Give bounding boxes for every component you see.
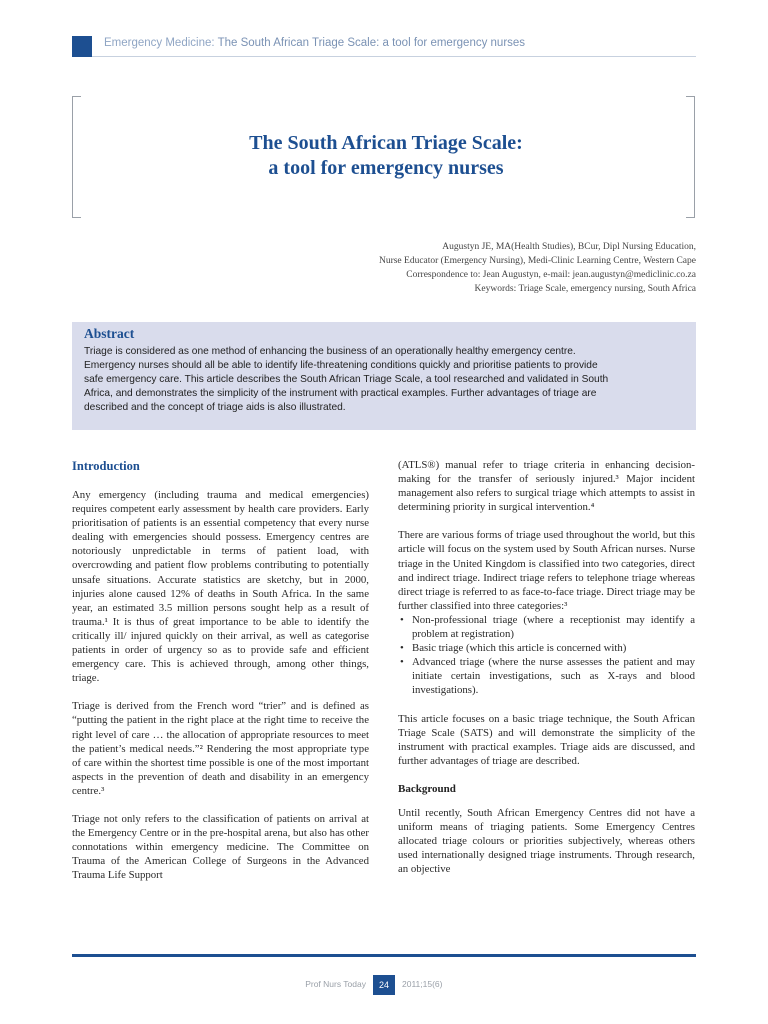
- abstract-line: Triage is considered as one method of enhancing the business of an operationally healthy emergency centre.: [84, 346, 576, 357]
- abstract-heading: Abstract: [84, 326, 135, 341]
- abstract-line: Emergency nurses should all be able to identify life-threatening conditions quickly and prioritise patients to provide: [84, 360, 598, 371]
- header-color-block: [72, 36, 92, 57]
- abstract-line: Africa, and demonstrates the simplicity of the instrument with practical examples. Further advantages of triage are: [84, 388, 597, 399]
- abstract-line: described and the concept of triage aids is also illustrated.: [84, 402, 346, 413]
- triage-categories-list: [398, 613, 695, 698]
- author-line: Augustyn JE, MA(Health Studies), BCur, Dipl Nursing Education,: [442, 242, 696, 252]
- paragraph: There are various forms of triage used throughout the world, but this article will focus on the system used by South African nurses. Nurse triage in the United Kingdom is classified into two categories, direct and indirect triage. Indirect triage refers to telephone triage whereas direct triage is referred to as face-to-face triage. Direct triage may be further classified into three categories:³: [398, 529, 695, 612]
- abstract-text: [84, 345, 686, 415]
- running-header-title: The South African Triage Scale: a tool for emergency nurses: [217, 37, 526, 49]
- list-item: • Non-professional triage (where a receptionist may identify a problem at registration): [398, 613, 695, 641]
- paragraph: (ATLS®) manual refer to triage criteria in enhancing decision-making for the transfer of seriously injured.³ Major incident management also refers to surgical triage which attempts to assist in determining priority in surgical intervention.⁴: [398, 459, 695, 514]
- article-title-line-2: a tool for emergency nurses: [268, 157, 504, 179]
- list-item: • Basic triage (which this article is concerned with): [398, 641, 695, 655]
- abstract-box: [72, 322, 696, 430]
- paragraph: Triage is derived from the French word “trier” and is defined as “putting the patient in the right place at the right time to receive the right level of care … the allocation of appropriate resources to meet the patient’s medical needs.”² Rendering the most appropriate type of care within the shortest time possible is one of the most important aspects in the prevention of death and disability in an emergency centre.³: [72, 700, 369, 797]
- article-title: [100, 131, 672, 181]
- running-header: [104, 37, 525, 49]
- introduction-heading: Introduction: [72, 459, 140, 473]
- correspondence-line: Correspondence to: Jean Augustyn, e-mail: jean.augustyn@mediclinic.co.za: [406, 270, 696, 280]
- abstract-line: safe emergency care. This article describes the South African Triage Scale, a tool researched and validated in South: [84, 374, 609, 385]
- footer-rule: [72, 954, 696, 957]
- title-bracket-left: [72, 96, 81, 218]
- paragraph: Triage not only refers to the classification of patients on arrival at the Emergency Centre or in the pre-hospital arena, but also has other connotations within emergency medicine. The Committee on Trauma of the American College of Surgeons in the Advanced Trauma Life Support: [72, 812, 369, 882]
- header-rule: [92, 56, 696, 57]
- journal-name: Prof Nurs Today: [305, 979, 366, 989]
- page-number: 24: [373, 975, 395, 995]
- author-line: Nurse Educator (Emergency Nursing), Medi-Clinic Learning Centre, Western Cape: [378, 256, 696, 266]
- paragraph: Until recently, South African Emergency Centres did not have a uniform means of triaging patients. Some Emergency Centres allocated triage colours or priorities subjectively, whereas others used internationally designed triage instruments. Through research, an objective: [398, 806, 695, 876]
- author-block: [379, 240, 696, 296]
- paragraph: This article focuses on a basic triage technique, the South African Triage Scale (SATS) and will demonstrate the simplicity of the instrument with practical examples. Triage aids are discussed, and further advantages of triage are described.: [398, 712, 695, 767]
- paragraph: Any emergency (including trauma and medical emergencies) requires competent early assessment by health care providers. Early prioritisation of patients is an essential competency that every nurse dealing with emergencies should possess. Emergency centres are notoriously unpredictable in terms of patient load, with overcrowding and patient flow problems contributing to potentially unsafe situations. Accurate statistics are sketchy, but in 2000, injuries alone caused 12% of deaths in South Africa. In the same year, an estimated 3.5 million persons sought help as a result of trauma.¹ It is thus of great importance to be able to identify the critically ill/ injured quickly on their arrival, as well as categorise patients in order of urgency so as to provide safe and efficient emergency care. This is achieved through, among other things, triage.: [72, 489, 369, 685]
- right-column: [398, 458, 695, 890]
- left-column: [72, 459, 369, 896]
- background-heading: Background: [398, 782, 456, 795]
- running-header-section: Emergency Medicine:: [104, 37, 215, 49]
- volume-issue: 2011;15(6): [402, 979, 443, 989]
- title-bracket-right: [686, 96, 695, 218]
- list-item: • Advanced triage (where the nurse assesses the patient and may initiate certain investigations, such as X-rays and blood investigations).: [398, 655, 695, 697]
- article-title-line-1: The South African Triage Scale:: [249, 132, 523, 154]
- keywords-line: Keywords: Triage Scale, emergency nursing, South Africa: [474, 284, 696, 294]
